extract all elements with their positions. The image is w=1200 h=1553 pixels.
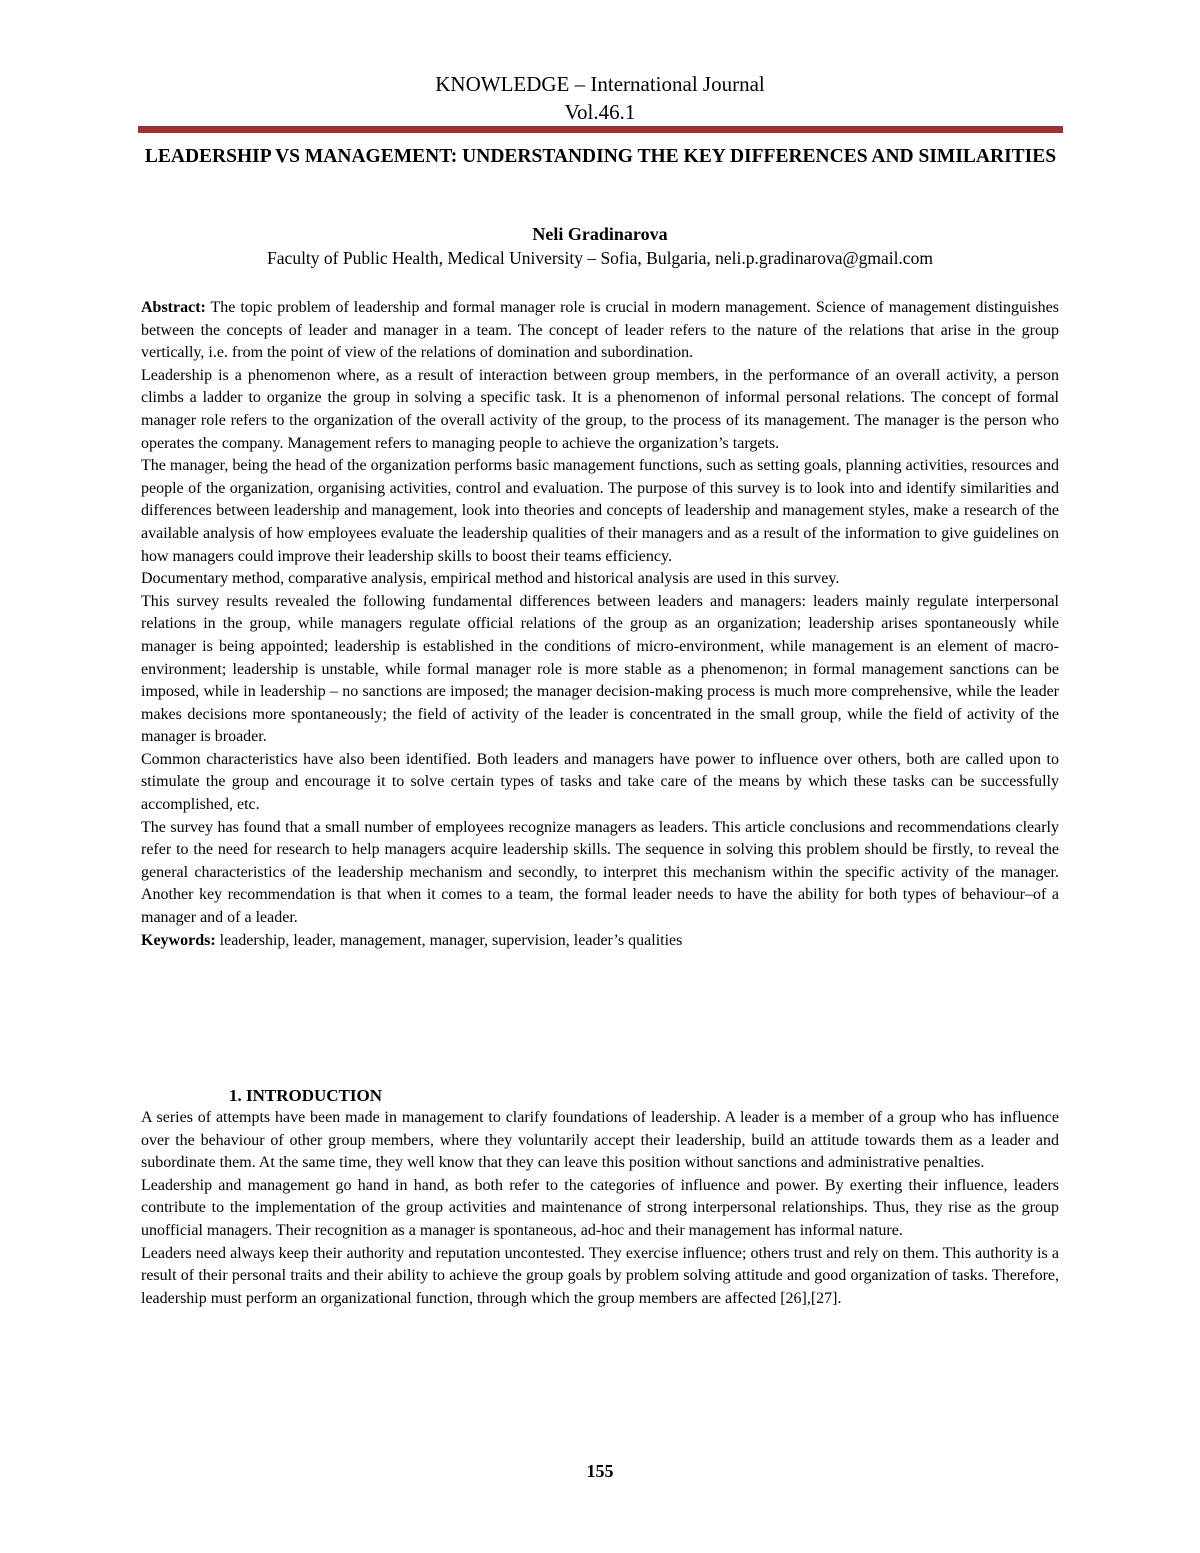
author-name: Neli Gradinarova — [532, 224, 668, 244]
introduction-paragraph: A series of attempts have been made in management to clarify foundations of leadership. A leader is a member of a group who has influence over the behaviour of other group members, where they voluntarily accept their leadership, build an attitude towards them as a leader and subordinate them. At the same time, they well know that they can leave this position without sanctions and administrative penalties. — [141, 1109, 1059, 1172]
abstract-first-paragraph: The topic problem of leadership and formal manager role is crucial in modern management. Science of management distinguishes between the concepts of leader and manager in a team. The concept of leader refers to the nature of the relations that arise in the group vertically, i.e. from the point of view of the relations of domination and subordination. — [141, 299, 1060, 362]
abstract-paragraph: Documentary method, comparative analysis, empirical method and historical analysis are used in this survey. — [141, 570, 840, 588]
section-heading-introduction: 1. INTRODUCTION — [229, 1086, 383, 1105]
journal-volume: Vol.46.1 — [564, 100, 636, 124]
introduction-body — [141, 1107, 1059, 1310]
journal-title: KNOWLEDGE – International Journal — [435, 72, 765, 96]
abstract-paragraph: The survey has found that a small number of employees recognize managers as leaders. This article conclusions and recommendations clearly refer to the need for research to help managers acquire leadership skills. The sequence in solving this problem should be firstly, to reveal the general characteristics of the leadership mechanism and secondly, to interpret this mechanism within the specific activity of the manager. Another key recommendation is that when it comes to a team, the formal leader needs to have the ability for both types of behaviour–of a manager and of a leader. — [141, 818, 1059, 927]
abstract-paragraph: This survey results revealed the following fundamental differences between leaders and managers: leaders mainly regulate interpersonal relations in the group, while managers regulate official relations of the group as an organization; leadership arises spontaneously while manager is being appointed; leadership is established in the conditions of micro-environment, while management is an element of macro-environment; leadership is unstable, while formal manager role is more stable as a phenomenon; in formal management sanctions can be imposed, while in leadership – no sanctions are imposed; the manager decision-making process is much more comprehensive, while the leader makes decisions more spontaneously; the field of activity of the leader is concentrated in the small group, while the field of activity of the manager is broader. — [141, 592, 1059, 746]
abstract-paragraph: The manager, being the head of the organization performs basic management functions, such as setting goals, planning activities, resources and people of the organization, organising activities, control and evaluation. The purpose of this survey is to look into and identify similarities and differences between leadership and management, look into theories and concepts of leadership and management styles, make a research of the available analysis of how employees evaluate the leadership qualities of their managers and as a result of the information to give guidelines on how managers could improve their leadership skills to boost their teams efficiency. — [141, 457, 1059, 565]
page-number: 155 — [586, 1461, 614, 1481]
abstract-paragraph — [141, 297, 1059, 365]
keywords-line — [141, 930, 1059, 953]
keywords-text: leadership, leader, management, manager, supervision, leader’s qualities — [219, 931, 683, 949]
keywords-label: Keywords: — [141, 931, 216, 949]
header-rule — [138, 126, 1063, 133]
introduction-paragraph: Leaders need always keep their authority and reputation uncontested. They exercise influence; others trust and rely on them. This authority is a result of their personal traits and their ability to achieve the group goals by problem solving attitude and good organization of tasks. Therefore, leadership must perform an organizational function, through which the group members are affected [26],[27]. — [141, 1244, 1059, 1307]
paper-title: LEADERSHIP VS MANAGEMENT: UNDERSTANDING THE KEY DIFFERENCES AND SIMILARITIES — [144, 146, 1057, 167]
author-affiliation: Faculty of Public Health, Medical University – Sofia, Bulgaria, neli.p.gradinarova@gmail.com — [267, 248, 933, 268]
introduction-paragraph: Leadership and management go hand in hand, as both refer to the categories of influence and power. By exerting their influence, leaders contribute to the implementation of the group activities and maintenance of strong interpersonal relationships. Thus, they rise as the group unofficial managers. Their recognition as a manager is spontaneous, ad-hoc and their management has informal nature. — [141, 1176, 1059, 1239]
abstract — [141, 297, 1059, 952]
abstract-paragraph: Common characteristics have also been identified. Both leaders and managers have power to influence over others, both are called upon to stimulate the group and encourage it to solve certain types of tasks and take care of the means by which these tasks can be successfully accomplished, etc. — [141, 750, 1059, 814]
abstract-paragraph: Leadership is a phenomenon where, as a result of interaction between group members, in the performance of an overall activity, a person climbs a ladder to organize the group in solving a specific task. It is a phenomenon of informal personal relations. The concept of formal manager role refers to the organization of the overall activity of the group, to the process of its management. The manager is the person who operates the company. Management refers to managing people to achieve the organization’s targets. — [141, 366, 1059, 452]
abstract-label: Abstract: — [141, 299, 206, 316]
